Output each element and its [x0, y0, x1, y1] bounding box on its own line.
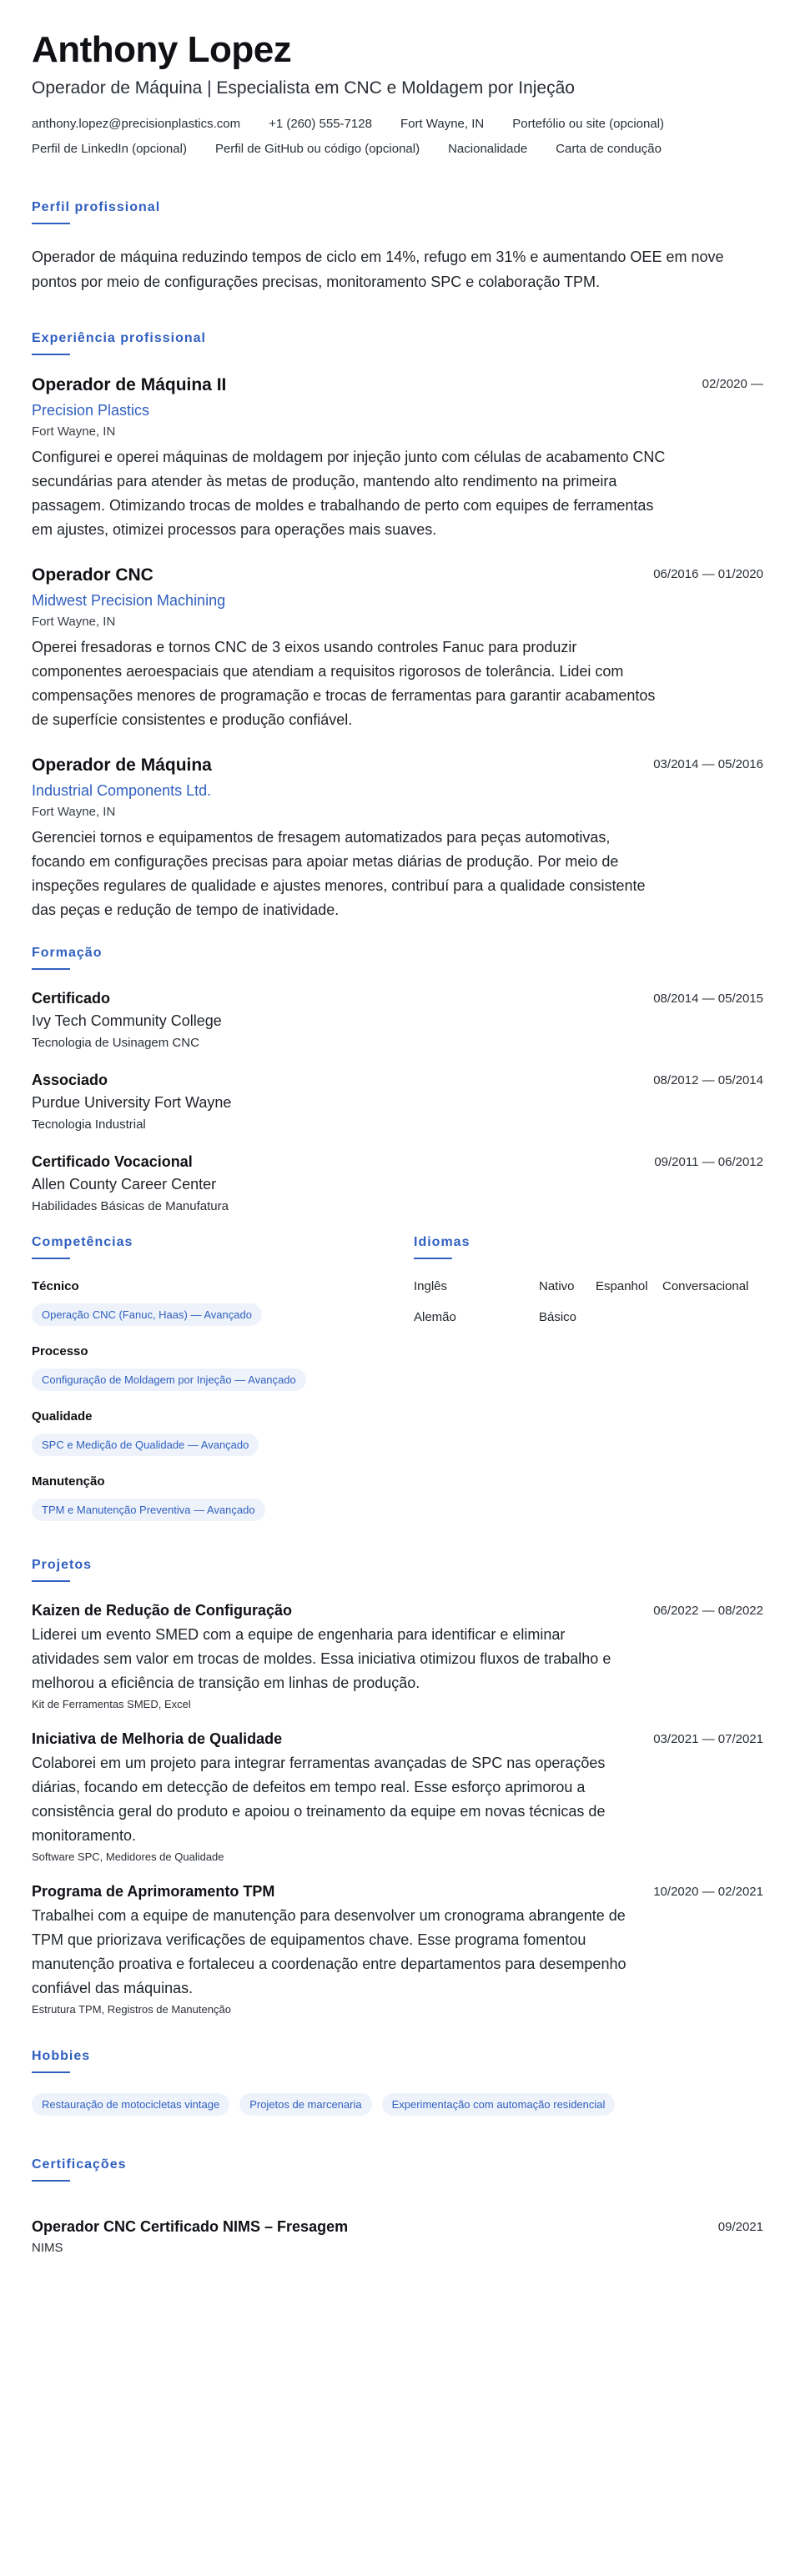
job-description: Configurei e operei máquinas de moldagem por injeção junto com células de acabamento CNC secundárias para atender às metas de produção, mantendo alto rendimento na primeira passagem. Otimizando trocas de moldes e trabalhando de perto com equipes de ferramentas em ajustes, otimizei processos para operações mais suaves.	[32, 449, 666, 539]
project-tools: Kit de Ferramentas SMED, Excel	[32, 1698, 191, 1711]
project-date: 10/2020 — 02/2021	[653, 1885, 763, 1900]
language-row	[414, 1279, 763, 1293]
section-heading: Certificações	[32, 2157, 127, 2172]
project-name: Iniciativa de Melhoria de Qualidade	[32, 1730, 283, 1748]
skill-tag: SPC e Medição de Qualidade — Avançado	[32, 1434, 259, 1456]
job-description: Gerenciei tornos e equipamentos de fresagem automatizados para peças automotivas, focando em configurações precisas para apoiar metas diárias de produção. Por meio de inspeções regulares de qualidade e ajustes menores, contribuí para a qualidade consistente das peças e redução de tempo de inatividade.	[32, 829, 646, 919]
hobby-tag: Restauração de motocicletas vintage	[32, 2093, 229, 2116]
contact-list	[32, 115, 763, 158]
section-divider	[32, 968, 70, 970]
certification-date: 09/2021	[717, 2220, 763, 2235]
skill-group	[32, 1344, 414, 1391]
degree: Certificado	[32, 990, 111, 1007]
degree: Certificado Vocacional	[32, 1153, 193, 1171]
section-heading: Formação	[32, 946, 103, 961]
job-description: Operei fresadoras e tornos CNC de 3 eixos usando controles Fanuc para produzir componentes aeroespaciais que atendiam a requisitos rigorosos de tolerância. Lidei com compensações menores de programação e trocas de ferramentas para garantir acabamentos de superfície consistentes e produção confiável.	[32, 639, 656, 729]
job-title: Operador de Máquina	[32, 756, 212, 776]
company-name: Precision Plastics	[32, 402, 150, 419]
certifications-section	[32, 2157, 763, 2255]
section-heading: Hobbies	[32, 2049, 91, 2064]
certification-list	[32, 2218, 763, 2255]
project-date: 03/2021 — 07/2021	[653, 1732, 763, 1747]
skill-category: Processo	[32, 1344, 88, 1359]
contact-nationality: Nacionalidade	[448, 142, 528, 157]
summary-text: Operador de máquina reduzindo tempos de ciclo em 14%, refugo em 31% e aumentando OEE em nove pontos por meio de configurações precisas, monitoramento SPC e colaboração TPM.	[32, 249, 724, 291]
section-divider	[32, 354, 70, 355]
language-level: Conversacional	[662, 1279, 749, 1294]
experience-date: 03/2014 — 05/2016	[653, 757, 763, 772]
project-item	[32, 1602, 763, 1710]
language-level: Básico	[539, 1310, 577, 1325]
language-level: Nativo	[539, 1279, 575, 1294]
education-section	[32, 946, 763, 1213]
experience-item	[32, 375, 763, 542]
job-location: Fort Wayne, IN	[32, 424, 116, 439]
skill-group	[32, 1474, 414, 1521]
summary-section	[32, 200, 763, 294]
section-heading: Perfil profissional	[32, 200, 161, 215]
resume-header	[32, 30, 763, 158]
projects-section	[32, 1558, 763, 2016]
skill-category: Manutenção	[32, 1474, 105, 1489]
experience-item	[32, 756, 763, 922]
experience-date: 06/2016 — 01/2020	[653, 567, 763, 582]
job-location: Fort Wayne, IN	[32, 805, 116, 820]
skill-category: Técnico	[32, 1279, 79, 1294]
skill-tag: TPM e Manutenção Preventiva — Avançado	[32, 1499, 265, 1521]
section-heading: Idiomas	[414, 1235, 470, 1250]
certification-issuer: NIMS	[32, 2241, 63, 2256]
language-list	[414, 1279, 763, 1324]
project-tools: Estrutura TPM, Registros de Manutenção	[32, 2003, 231, 2016]
contact-phone: +1 (260) 555-7128	[269, 117, 372, 132]
skill-tag: Configuração de Moldagem por Injeção — Avançado	[32, 1368, 306, 1391]
project-date: 06/2022 — 08/2022	[653, 1604, 763, 1619]
skills-languages-row	[32, 1235, 763, 1539]
hobby-list	[32, 2093, 763, 2116]
contact-portfolio: Portefólio ou site (opcional)	[512, 117, 665, 132]
job-title: Operador CNC	[32, 565, 153, 585]
language-row	[414, 1310, 763, 1324]
certification-item	[32, 2218, 763, 2255]
job-title: Operador de Máquina II	[32, 375, 227, 395]
field-of-study: Habilidades Básicas de Manufatura	[32, 1199, 229, 1214]
education-date: 08/2014 — 05/2015	[653, 992, 763, 1007]
degree: Associado	[32, 1072, 108, 1089]
section-divider	[414, 1258, 452, 1259]
project-list	[32, 1602, 763, 2016]
hobbies-section	[32, 2049, 763, 2116]
section-heading: Projetos	[32, 1558, 93, 1573]
school-name: Ivy Tech Community College	[32, 1012, 222, 1030]
school-name: Purdue University Fort Wayne	[32, 1094, 232, 1112]
project-item	[32, 1883, 763, 2016]
language-name: Inglês	[414, 1279, 448, 1294]
section-divider	[32, 2071, 70, 2073]
skill-tag: Operação CNC (Fanuc, Haas) — Avançado	[32, 1303, 262, 1326]
project-name: Programa de Aprimoramento TPM	[32, 1883, 275, 1901]
skills-section	[32, 1235, 414, 1539]
section-heading: Competências	[32, 1235, 133, 1250]
section-divider	[32, 223, 70, 224]
skill-group	[32, 1409, 414, 1456]
company-name: Midwest Precision Machining	[32, 592, 226, 610]
job-location: Fort Wayne, IN	[32, 615, 116, 630]
education-list	[32, 990, 763, 1213]
skill-group	[32, 1279, 414, 1326]
project-tools: Software SPC, Medidores de Qualidade	[32, 1850, 224, 1864]
experience-date: 02/2020 —	[702, 377, 763, 392]
hobby-tag: Projetos de marcenaria	[239, 2093, 371, 2116]
contact-linkedin: Perfil de LinkedIn (opcional)	[32, 142, 187, 157]
hobby-tag: Experimentação com automação residencial	[382, 2093, 616, 2116]
project-description: Trabalhei com a equipe de manutenção para desenvolver um cronograma abrangente de TPM que priorizava verificações de equipamentos chave. Esse programa fomentou manutenção proativa e fortaleceu a coordenação entre departamentos para desempenho confiável das máquinas.	[32, 1907, 626, 1997]
section-heading: Experiência profissional	[32, 331, 206, 346]
language-name: Alemão	[414, 1310, 456, 1325]
skills-list	[32, 1279, 414, 1521]
contact-location: Fort Wayne, IN	[400, 117, 485, 132]
experience-list	[32, 375, 763, 922]
project-description: Liderei um evento SMED com a equipe de engenharia para identificar e eliminar atividades sem valor em trocas de moldes. Essa iniciativa otimizou fluxos de trabalho e melhorou a eficiência de transição em linhas de produção.	[32, 1626, 611, 1692]
education-item	[32, 1153, 763, 1213]
company-name: Industrial Components Ltd.	[32, 782, 212, 800]
project-name: Kaizen de Redução de Configuração	[32, 1602, 293, 1619]
section-divider	[32, 1580, 70, 1582]
contact-github: Perfil de GitHub ou código (opcional)	[214, 142, 420, 157]
experience-item	[32, 565, 763, 732]
certification-name: Operador CNC Certificado NIMS – Fresagem	[32, 2218, 349, 2236]
language-name: Espanhol	[596, 1279, 648, 1294]
contact-driving-license: Carta de condução	[556, 142, 662, 157]
candidate-title: Operador de Máquina | Especialista em CNC e Moldagem por Injeção	[32, 78, 575, 98]
project-item	[32, 1730, 763, 1863]
contact-email: anthony.lopez@precisionplastics.com	[32, 117, 241, 132]
education-item	[32, 1072, 763, 1132]
education-date: 09/2011 — 06/2012	[654, 1155, 763, 1170]
experience-section	[32, 331, 763, 922]
project-description: Colaborei em um projeto para integrar ferramentas avançadas de SPC nas operações diárias, focando em detecção de defeitos em tempo real. Esse esforço aprimorou a consistência geral do produto e apoiou o treinamento da equipe em novas técnicas de monitoramento.	[32, 1755, 606, 1845]
skill-category: Qualidade	[32, 1409, 93, 1424]
field-of-study: Tecnologia Industrial	[32, 1117, 146, 1132]
field-of-study: Tecnologia de Usinagem CNC	[32, 1036, 199, 1051]
languages-section	[414, 1235, 763, 1539]
candidate-name: Anthony Lopez	[32, 29, 292, 70]
school-name: Allen County Career Center	[32, 1176, 217, 1193]
education-item	[32, 990, 763, 1050]
education-date: 08/2012 — 05/2014	[653, 1073, 763, 1088]
section-divider	[32, 2180, 70, 2182]
section-divider	[32, 1258, 70, 1259]
